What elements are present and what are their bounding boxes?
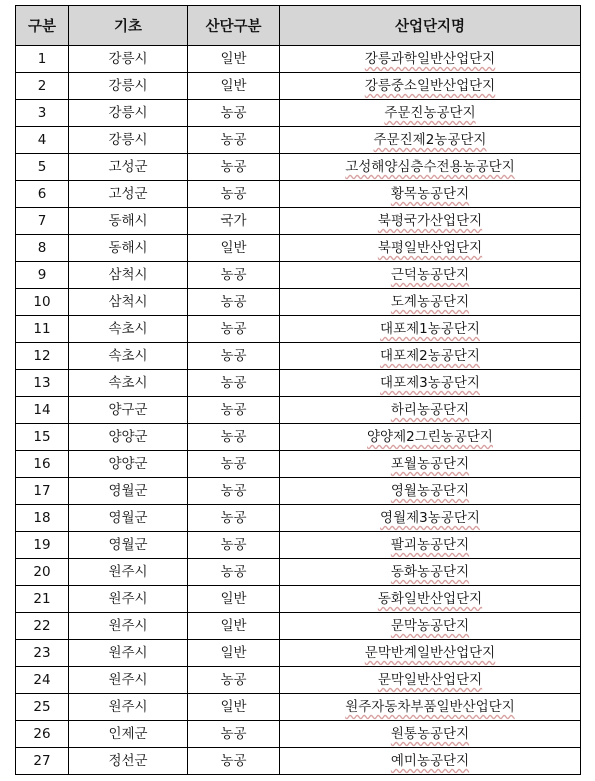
cell-complex-type: 농공 [188, 505, 280, 532]
cell-number: 6 [16, 181, 69, 208]
complex-name-text: 동화농공단지 [390, 564, 470, 580]
complex-name-text: 예미농공단지 [390, 753, 470, 769]
table-row [16, 127, 581, 154]
cell-complex-name [280, 667, 581, 694]
cell-complex-name [280, 613, 581, 640]
cell-complex-name [280, 262, 581, 289]
table-row [16, 694, 581, 721]
cell-complex-name [280, 316, 581, 343]
cell-complex-name [280, 73, 581, 100]
complex-name-text: 원통농공단지 [390, 726, 470, 742]
table-row [16, 316, 581, 343]
complex-name-text: 팔괴농공단지 [390, 537, 470, 553]
table-row [16, 424, 581, 451]
table-row [16, 451, 581, 478]
cell-number: 14 [16, 397, 69, 424]
cell-complex-name [280, 100, 581, 127]
column-header-complex-type: 산단구분 [188, 6, 280, 46]
cell-complex-type: 농공 [188, 748, 280, 775]
table-row [16, 46, 581, 73]
column-header-number: 구분 [16, 6, 69, 46]
industrial-complex-table-container [15, 5, 581, 775]
complex-name-text: 대포제3농공단지 [380, 375, 480, 391]
cell-number: 3 [16, 100, 69, 127]
table-row [16, 748, 581, 775]
table-row [16, 370, 581, 397]
table-row [16, 289, 581, 316]
complex-name-text: 근덕농공단지 [390, 267, 470, 283]
cell-complex-name [280, 397, 581, 424]
cell-complex-name [280, 127, 581, 154]
cell-complex-type: 농공 [188, 343, 280, 370]
cell-complex-type: 농공 [188, 721, 280, 748]
complex-name-text: 주문진농공단지 [384, 105, 476, 121]
cell-number: 24 [16, 667, 69, 694]
table-row [16, 586, 581, 613]
cell-complex-name [280, 559, 581, 586]
cell-complex-name [280, 424, 581, 451]
table-row [16, 613, 581, 640]
cell-region: 고성군 [69, 181, 188, 208]
cell-number: 21 [16, 586, 69, 613]
table-row [16, 235, 581, 262]
cell-number: 1 [16, 46, 69, 73]
complex-name-text: 문막일반산업단지 [377, 672, 483, 688]
cell-complex-name [280, 478, 581, 505]
cell-region: 인제군 [69, 721, 188, 748]
cell-region: 삼척시 [69, 262, 188, 289]
cell-region: 강릉시 [69, 100, 188, 127]
complex-name-text: 동화일반산업단지 [377, 591, 483, 607]
cell-complex-type: 농공 [188, 370, 280, 397]
complex-name-text: 도계농공단지 [390, 294, 470, 310]
cell-complex-type: 국가 [188, 208, 280, 235]
table-body [16, 46, 581, 775]
table-row [16, 100, 581, 127]
cell-complex-name [280, 208, 581, 235]
cell-region: 속초시 [69, 343, 188, 370]
table-row [16, 181, 581, 208]
complex-name-text: 하리농공단지 [390, 402, 470, 418]
cell-number: 27 [16, 748, 69, 775]
cell-number: 12 [16, 343, 69, 370]
cell-number: 22 [16, 613, 69, 640]
cell-complex-name [280, 235, 581, 262]
cell-region: 영월군 [69, 478, 188, 505]
complex-name-text: 북평일반산업단지 [377, 240, 483, 256]
cell-complex-name [280, 586, 581, 613]
complex-name-text: 강릉과학일반산업단지 [364, 51, 496, 67]
cell-complex-type: 농공 [188, 100, 280, 127]
complex-name-text: 강릉중소일반산업단지 [364, 78, 496, 94]
cell-number: 17 [16, 478, 69, 505]
column-header-complex-name: 산업단지명 [280, 6, 581, 46]
cell-complex-type: 농공 [188, 667, 280, 694]
cell-region: 강릉시 [69, 46, 188, 73]
table-row [16, 478, 581, 505]
cell-number: 25 [16, 694, 69, 721]
column-header-region: 기초 [69, 6, 188, 46]
cell-complex-type: 농공 [188, 559, 280, 586]
cell-complex-type: 농공 [188, 154, 280, 181]
cell-complex-type: 농공 [188, 181, 280, 208]
complex-name-text: 원주자동차부품일반산업단지 [345, 699, 515, 715]
cell-region: 원주시 [69, 559, 188, 586]
cell-complex-type: 농공 [188, 424, 280, 451]
cell-region: 원주시 [69, 640, 188, 667]
cell-complex-name [280, 694, 581, 721]
table-row [16, 505, 581, 532]
cell-region: 영월군 [69, 532, 188, 559]
complex-name-text: 북평국가산업단지 [377, 213, 483, 229]
cell-complex-name [280, 748, 581, 775]
cell-region: 삼척시 [69, 289, 188, 316]
complex-name-text: 문막농공단지 [390, 618, 470, 634]
complex-name-text: 고성해양심층수전용농공단지 [345, 159, 515, 175]
cell-complex-name [280, 532, 581, 559]
cell-number: 9 [16, 262, 69, 289]
cell-number: 10 [16, 289, 69, 316]
cell-number: 18 [16, 505, 69, 532]
cell-region: 양구군 [69, 397, 188, 424]
cell-region: 양양군 [69, 451, 188, 478]
complex-name-text: 대포제2농공단지 [380, 348, 480, 364]
cell-number: 2 [16, 73, 69, 100]
cell-complex-type: 농공 [188, 451, 280, 478]
cell-region: 동해시 [69, 208, 188, 235]
cell-complex-name [280, 721, 581, 748]
complex-name-text: 주문진제2농공단지 [373, 132, 487, 148]
cell-complex-type: 농공 [188, 397, 280, 424]
cell-complex-name [280, 640, 581, 667]
cell-region: 양양군 [69, 424, 188, 451]
table-row [16, 262, 581, 289]
cell-number: 23 [16, 640, 69, 667]
cell-complex-name [280, 181, 581, 208]
complex-name-text: 황목농공단지 [390, 186, 470, 202]
complex-name-text: 문막반계일반산업단지 [364, 645, 496, 661]
cell-region: 강릉시 [69, 73, 188, 100]
cell-complex-type: 일반 [188, 46, 280, 73]
cell-complex-type: 일반 [188, 235, 280, 262]
table-row [16, 532, 581, 559]
cell-region: 속초시 [69, 316, 188, 343]
cell-number: 20 [16, 559, 69, 586]
cell-number: 13 [16, 370, 69, 397]
cell-complex-name [280, 505, 581, 532]
industrial-complex-table [15, 5, 581, 775]
cell-complex-name [280, 289, 581, 316]
table-row [16, 343, 581, 370]
cell-region: 속초시 [69, 370, 188, 397]
complex-name-text: 영월농공단지 [390, 483, 470, 499]
cell-region: 영월군 [69, 505, 188, 532]
cell-complex-type: 농공 [188, 127, 280, 154]
cell-complex-type: 일반 [188, 586, 280, 613]
cell-number: 19 [16, 532, 69, 559]
table-row [16, 397, 581, 424]
cell-complex-name [280, 46, 581, 73]
cell-complex-name [280, 451, 581, 478]
cell-region: 정선군 [69, 748, 188, 775]
cell-complex-type: 농공 [188, 289, 280, 316]
cell-number: 16 [16, 451, 69, 478]
table-row [16, 640, 581, 667]
complex-name-text: 포월농공단지 [390, 456, 470, 472]
cell-region: 원주시 [69, 586, 188, 613]
complex-name-text: 대포제1농공단지 [380, 321, 480, 337]
cell-region: 강릉시 [69, 127, 188, 154]
table-row [16, 721, 581, 748]
cell-number: 8 [16, 235, 69, 262]
cell-complex-type: 농공 [188, 316, 280, 343]
cell-complex-type: 농공 [188, 478, 280, 505]
cell-complex-type: 일반 [188, 73, 280, 100]
table-row [16, 73, 581, 100]
cell-region: 동해시 [69, 235, 188, 262]
cell-number: 11 [16, 316, 69, 343]
cell-complex-name [280, 154, 581, 181]
cell-region: 고성군 [69, 154, 188, 181]
cell-region: 원주시 [69, 613, 188, 640]
cell-complex-type: 일반 [188, 640, 280, 667]
cell-complex-name [280, 343, 581, 370]
table-row [16, 667, 581, 694]
cell-number: 7 [16, 208, 69, 235]
complex-name-text: 양양제2그린농공단지 [367, 429, 493, 445]
cell-number: 4 [16, 127, 69, 154]
complex-name-text: 영월제3농공단지 [380, 510, 480, 526]
cell-complex-type: 농공 [188, 532, 280, 559]
cell-complex-type: 농공 [188, 262, 280, 289]
table-header-row [16, 6, 581, 46]
table-row [16, 559, 581, 586]
table-row [16, 154, 581, 181]
cell-number: 26 [16, 721, 69, 748]
cell-number: 5 [16, 154, 69, 181]
cell-region: 원주시 [69, 694, 188, 721]
table-row [16, 208, 581, 235]
cell-number: 15 [16, 424, 69, 451]
cell-complex-type: 일반 [188, 694, 280, 721]
cell-region: 원주시 [69, 667, 188, 694]
cell-complex-type: 일반 [188, 613, 280, 640]
cell-complex-name [280, 370, 581, 397]
